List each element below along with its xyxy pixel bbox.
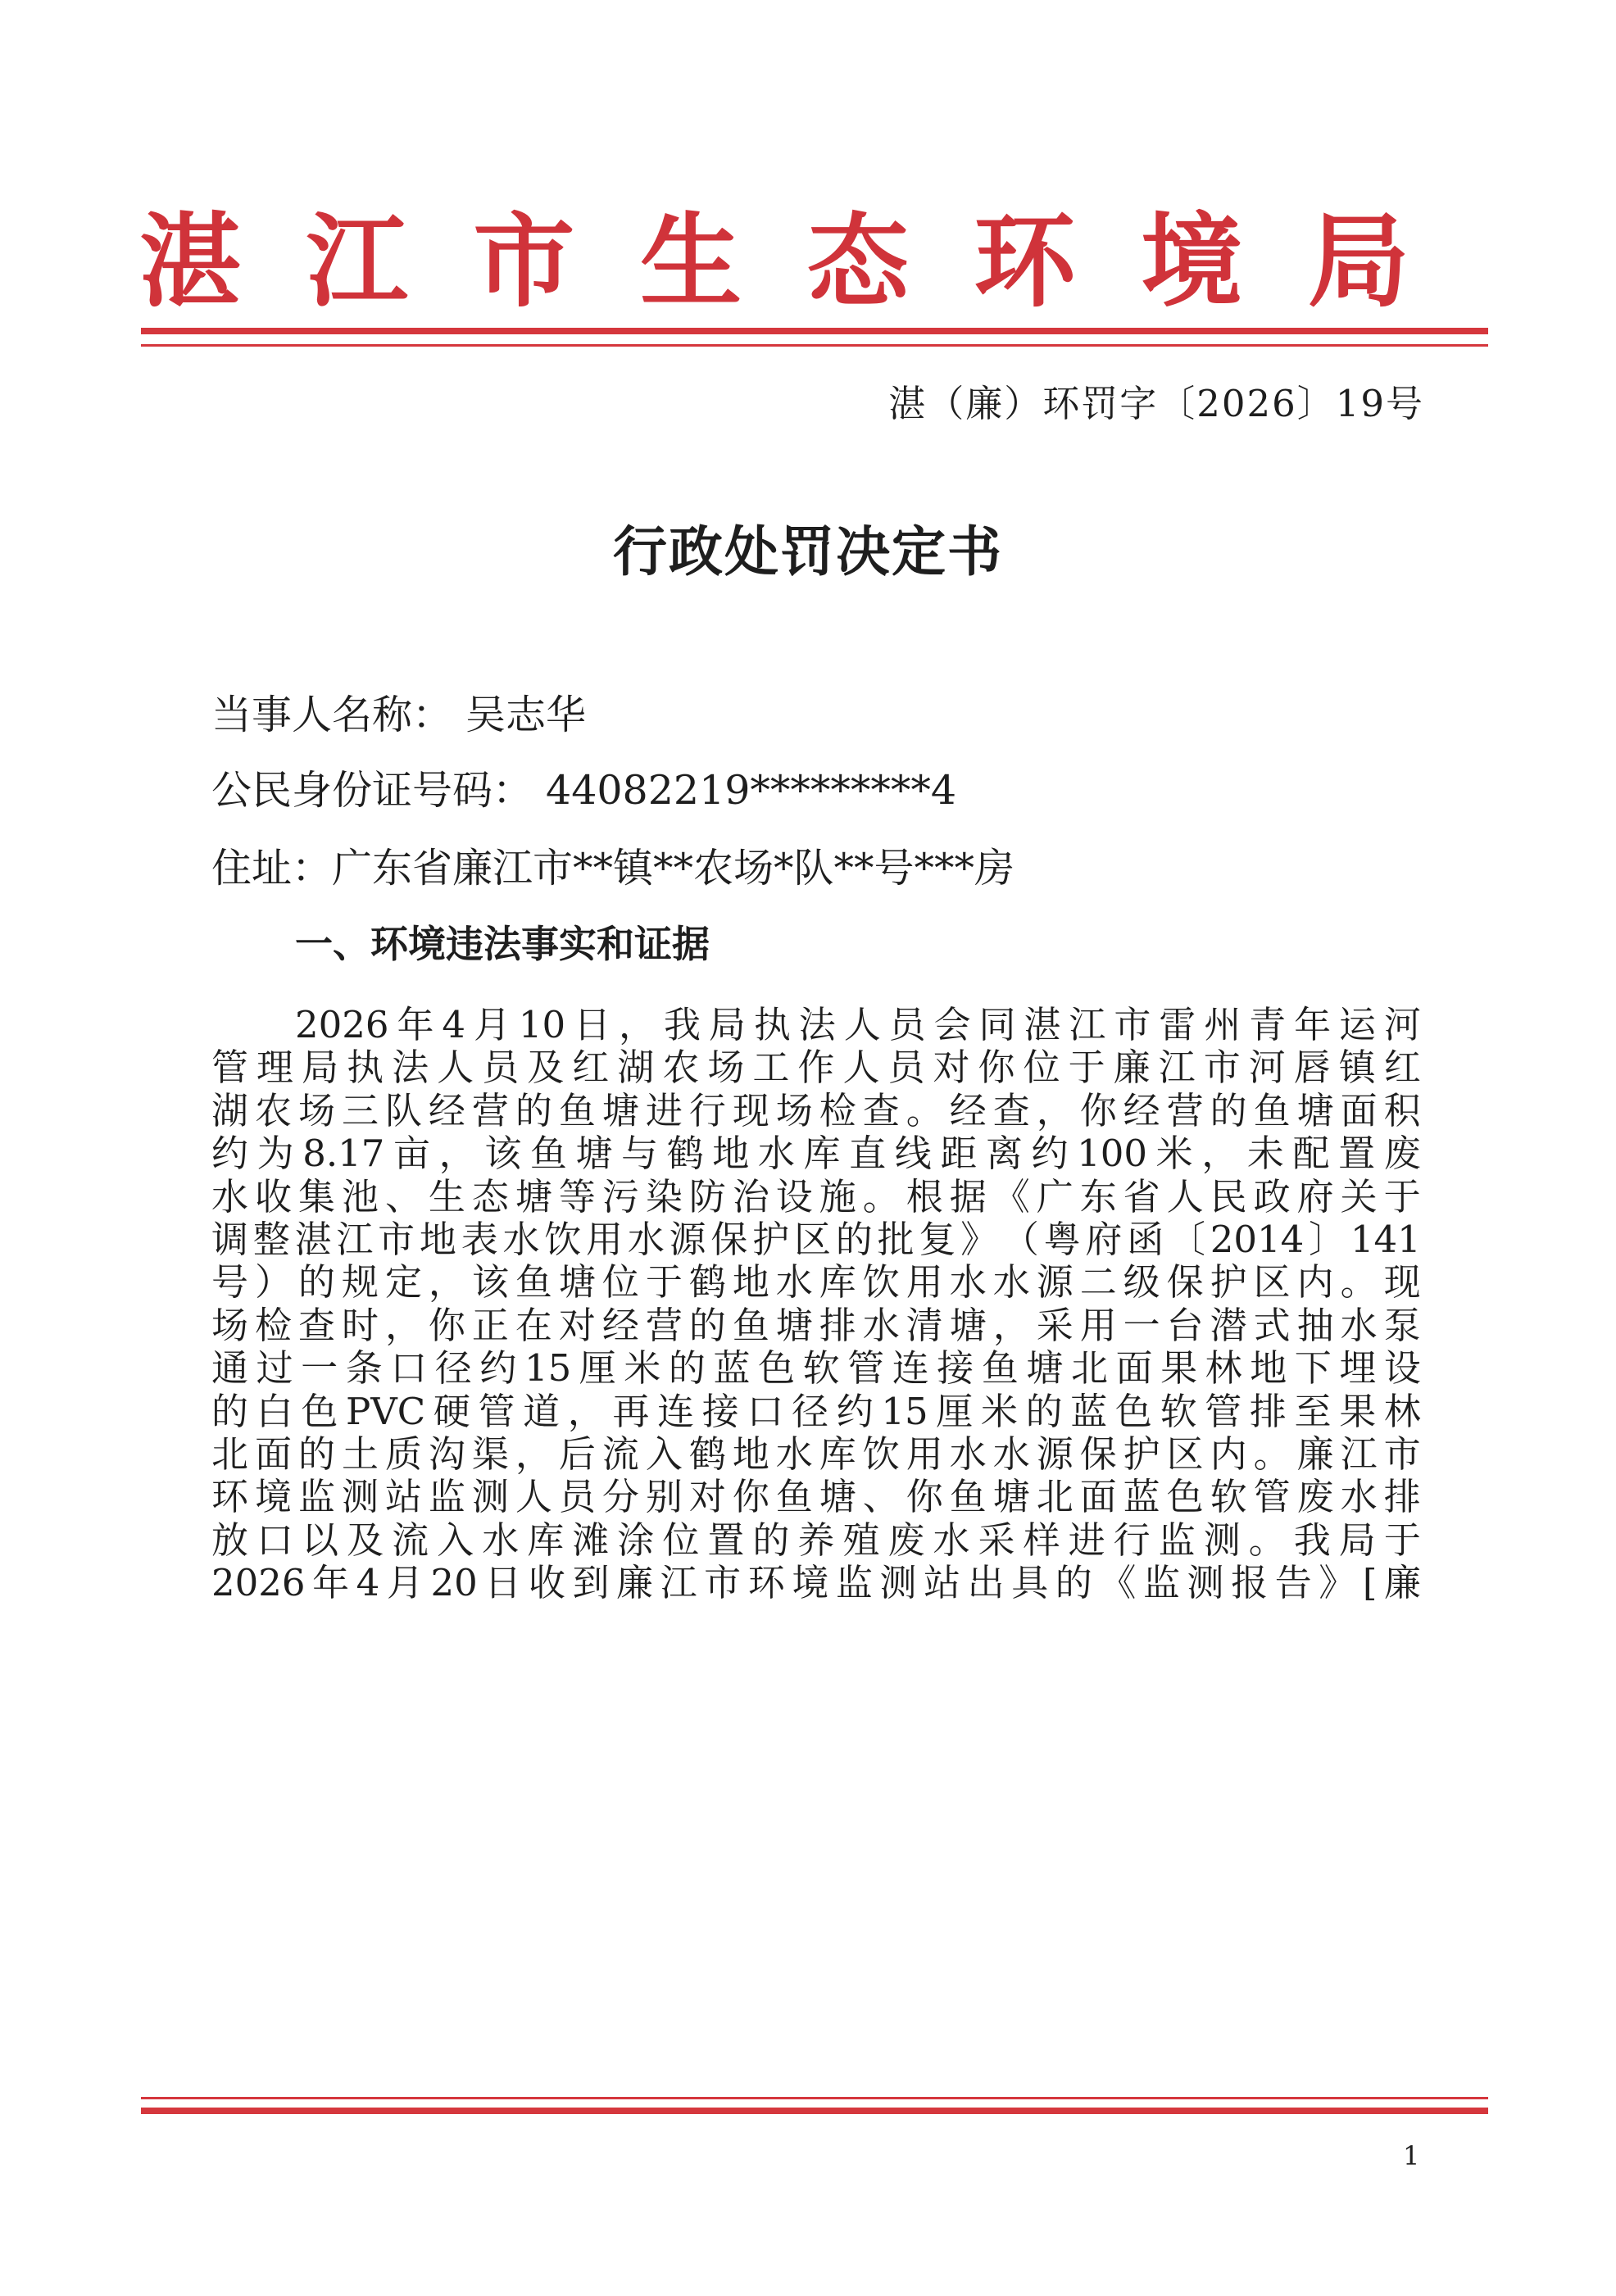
agency-masthead bbox=[139, 201, 1409, 324]
footer-red-rule-thick bbox=[141, 2108, 1488, 2114]
masthead-char: 环 bbox=[974, 202, 1076, 321]
header-red-rule-thick bbox=[141, 328, 1488, 334]
body-line: 环 境 监 测 站 监 测 人 员 分 别 对 你 鱼 塘 、 你 鱼 塘 北 面 蓝 色 软 管 废 水 排 bbox=[211, 1475, 1421, 1519]
body-line: 湖 农 场 三 队 经 营 的 鱼 塘 进 行 现 场 检 查 。 经 查 ， 你 经 营 的 鱼 塘 面 积 bbox=[211, 1088, 1421, 1132]
header-red-rule-thin bbox=[141, 344, 1488, 347]
body-line: 2026 年 4 月 20 日 收 到 廉 江 市 环 境 监 测 站 出 具 的 《 监 测 报 告 》 [ 廉 bbox=[211, 1561, 1421, 1605]
party-name-value: 吴志华 bbox=[465, 692, 587, 738]
party-name-label: 当事人名称： bbox=[211, 692, 453, 738]
body-line: 的 白 色 PVC 硬 管 道 ， 再 连 接 口 径 约 15 厘 米 的 蓝 色 软 管 排 至 果 林 bbox=[211, 1389, 1421, 1433]
body-line: 放 口 以 及 流 入 水 库 滩 涂 位 置 的 养 殖 废 水 采 样 进 行 监 测 。 我 局 于 bbox=[211, 1518, 1421, 1562]
party-address-label: 住址： bbox=[211, 845, 333, 892]
document-number: 湛（廉）环罚字〔2026〕19号 bbox=[888, 382, 1424, 425]
masthead-char: 湛 bbox=[139, 202, 242, 321]
masthead-char: 态 bbox=[806, 202, 909, 321]
body-line: 场 检 查 时 ， 你 正 在 对 经 营 的 鱼 塘 排 水 清 塘 ， 采 用 一 台 潜 式 抽 水 泵 bbox=[211, 1303, 1421, 1347]
body-line: 北 面 的 土 质 沟 渠 ， 后 流 入 鹤 地 水 库 饮 用 水 水 源 保 护 区 内 。 廉 江 市 bbox=[211, 1432, 1421, 1476]
body-line: 约 为 8.17 亩 ， 该 鱼 塘 与 鹤 地 水 库 直 线 距 离 约 100 米 ， 未 配 置 废 bbox=[211, 1132, 1421, 1176]
page-number: 1 bbox=[1403, 2140, 1420, 2171]
masthead-char: 市 bbox=[473, 202, 575, 321]
masthead-char: 江 bbox=[306, 202, 408, 321]
body-line: 2026 年 4 月 10 日 ， 我 局 执 法 人 员 会 同 湛 江 市 雷 州 青 年 运 河 bbox=[295, 1003, 1421, 1046]
party-address-value: 广东省廉江市**镇**农场*队**号***房 bbox=[332, 845, 1015, 892]
party-id-field bbox=[211, 762, 956, 819]
masthead-char: 境 bbox=[1141, 202, 1243, 321]
masthead-char: 局 bbox=[1307, 202, 1409, 321]
body-line: 通 过 一 条 口 径 约 15 厘 米 的 蓝 色 软 管 连 接 鱼 塘 北 面 果 林 地 下 埋 设 bbox=[211, 1346, 1421, 1391]
body-line: 水 收 集 池 、 生 态 塘 等 污 染 防 治 设 施 。 根 据 《 广 东 省 人 民 政 府 关 于 bbox=[211, 1174, 1421, 1218]
body-line: 管 理 局 执 法 人 员 及 红 湖 农 场 工 作 人 员 对 你 位 于 廉 江 市 河 唇 镇 红 bbox=[211, 1046, 1421, 1090]
party-name-field bbox=[211, 687, 586, 744]
section-heading: 一、环境违法事实和证据 bbox=[295, 922, 710, 966]
party-address-field bbox=[211, 840, 1015, 897]
footer-red-rule-thin bbox=[141, 2097, 1488, 2099]
body-line: 调 整 湛 江 市 地 表 水 饮 用 水 源 保 护 区 的 批 复 》 （ 粤 府 函 〔 2014 〕 141 bbox=[211, 1218, 1421, 1261]
masthead-char: 生 bbox=[640, 202, 742, 321]
body-line: 号 ） 的 规 定 ， 该 鱼 塘 位 于 鹤 地 水 库 饮 用 水 水 源 二 级 保 护 区 内 。 现 bbox=[211, 1260, 1421, 1305]
party-id-value: 44082219*********4 bbox=[546, 767, 957, 814]
party-id-label: 公民身份证号码： bbox=[211, 767, 533, 814]
document-title: 行政处罚决定书 bbox=[613, 520, 1003, 583]
